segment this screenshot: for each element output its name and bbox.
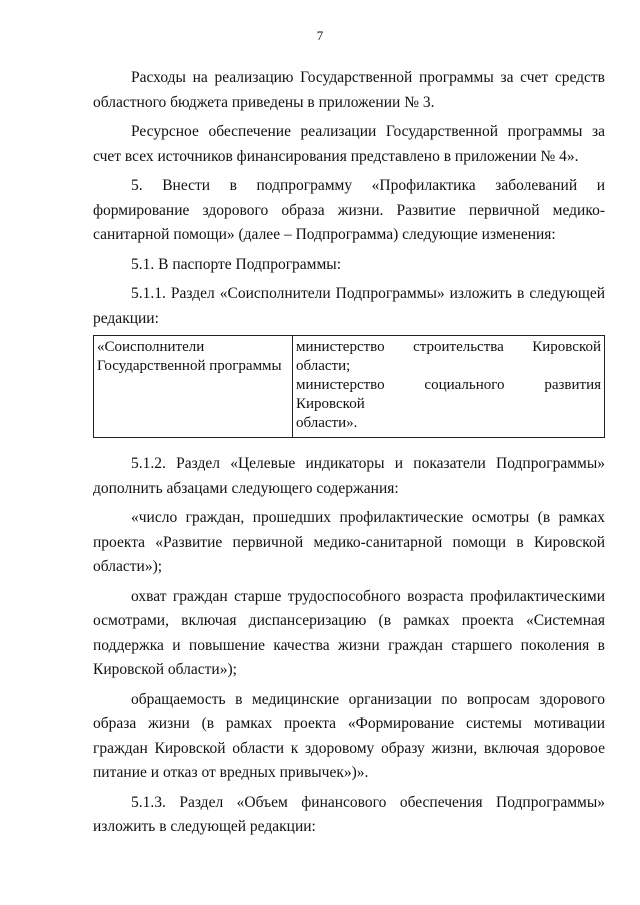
cell-text-line: Государственной программы: [97, 358, 282, 374]
page-number: 7: [316, 28, 324, 43]
cell-text-line: министерство строительства Кировской: [296, 339, 601, 355]
paragraph-item-5-1: 5.1. В паспорте Подпрограммы:: [131, 255, 342, 273]
co-executors-table: [93, 335, 605, 438]
paragraph-item-5-1-3: 5.1.3. Раздел «Объем финансового обеспечения Подпрограммы» изложить в следующей редакции:: [93, 793, 605, 835]
paragraph-indicator-checkups: «число граждан, прошедших профилактические осмотры (в рамках проекта «Развитие первичной медико-санитарной помощи в Кировской области»);: [93, 509, 605, 575]
cell-text-line: области».: [296, 415, 358, 431]
table-row: [94, 336, 605, 438]
cell-text-line: области;: [296, 358, 351, 374]
paragraph-resources: Ресурсное обеспечение реализации Государственной программы за счет всех источников финансирования представлено в приложении № 4».: [93, 123, 605, 165]
table-cell-section-name: [94, 336, 293, 438]
paragraph-indicator-elderly: охват граждан старше трудоспособного возраста профилактическими осмотрами, включая диспансеризацию (в рамках проекта «Системная поддержка и повышение качества жизни граждан старшего поколения в Кировской области»);: [93, 587, 605, 678]
paragraph-indicator-healthy-lifestyle: обращаемость в медицинские организации по вопросам здорового образа жизни (в рамках проекта «Формирование системы мотивации граждан Кировской области к здоровому образу жизни, включая здоровое питание и отказ от вредных привычек»)».: [93, 690, 605, 781]
table-cell-section-value: [293, 336, 605, 438]
paragraph-item-5-1-1: 5.1.1. Раздел «Соисполнители Подпрограммы» изложить в следующей редакции:: [93, 285, 605, 327]
cell-text-line: «Соисполнители: [97, 339, 205, 355]
co-executors-table-wrapper: [93, 335, 605, 438]
document-body: [93, 66, 605, 840]
cell-text-line: министерство социального развития Кировской: [296, 377, 601, 412]
paragraph-item-5-1-2: 5.1.2. Раздел «Целевые индикаторы и показатели Подпрограммы» дополнить абзацами следующего содержания:: [93, 455, 605, 497]
paragraph-item-5: 5. Внести в подпрограмму «Профилактика заболеваний и формирование здорового образа жизни. Развитие первичной медико-санитарной помощи» (далее – Подпрограмма) следующие изменения:: [93, 177, 605, 243]
paragraph-expenses: Расходы на реализацию Государственной программы за счет средств областного бюджета приведены в приложении № 3.: [93, 69, 605, 111]
